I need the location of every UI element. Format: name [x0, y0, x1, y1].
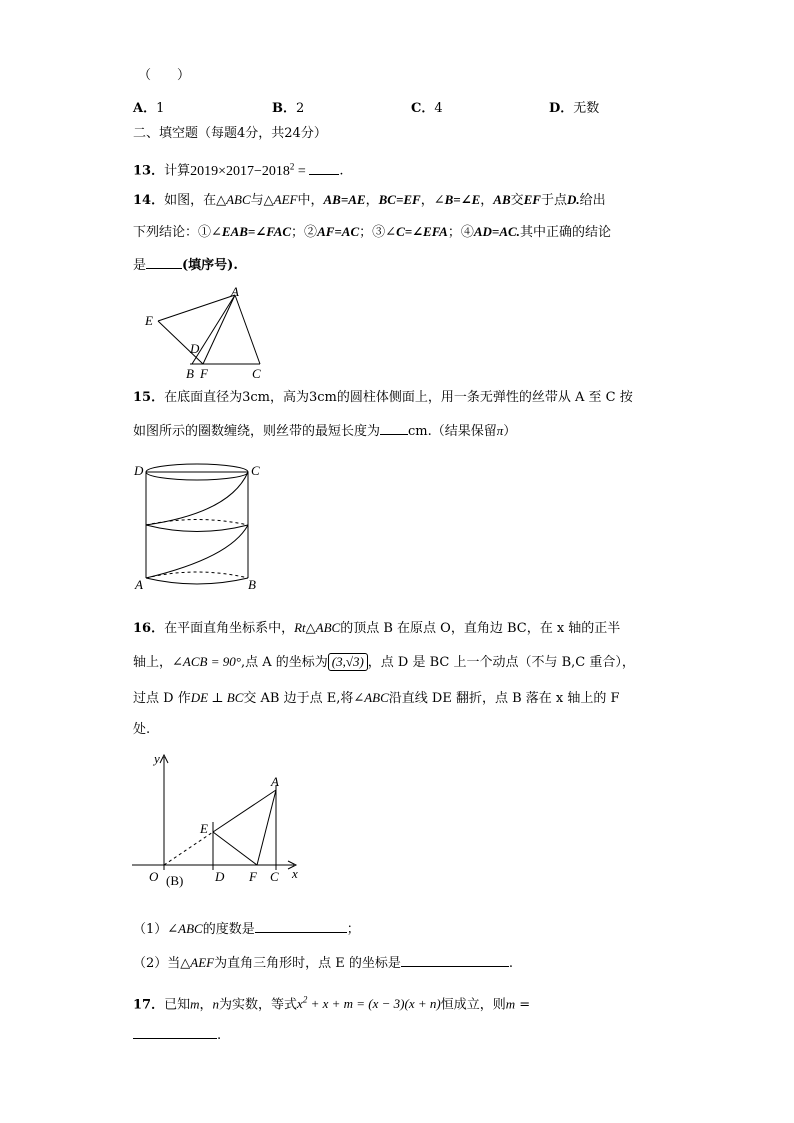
label-d: D: [190, 341, 200, 356]
label-c: C: [251, 463, 260, 478]
label-e: E: [200, 821, 208, 836]
section-2-title: 二、填空题（每题4分，共24分）: [133, 126, 327, 141]
label-c: C: [270, 869, 279, 884]
q16-line-2: 轴上，∠ACB = 90°,点 A 的坐标为 (3,√3) ，点 D 是 BC 上一个动点（不与 B,C 重合），: [133, 654, 635, 670]
bottom-front-arc: [146, 578, 248, 584]
q14-answer-blank[interactable]: [146, 254, 182, 269]
q16-number: 16．: [133, 621, 165, 636]
q14-line-2: 下列结论：①∠EAB=∠FAC；②AF=AC；③∠C=∠EFA；④AD=AC.其中正确的结论: [133, 224, 611, 240]
segment-ae: [158, 295, 235, 321]
paren-text: （ ）: [138, 68, 191, 83]
label-b-origin: (B): [166, 873, 184, 888]
q17-number: 17．: [133, 997, 165, 1013]
label-d: D: [134, 463, 144, 478]
q13-answer-blank[interactable]: [309, 160, 339, 175]
q16-line-3: 过点 D 作DE ⊥ BC交 AB 边于点 E,将∠ABC沿直线 DE 翻折，点 B 落在 x 轴上的 F: [133, 690, 620, 706]
segment-be-dashed: [164, 832, 213, 865]
ribbon-lower: [146, 525, 248, 578]
q15-line-1: 15．在底面直径为3cm，高为3cm的圆柱体侧面上，用一条无弹性的丝带从 A 至 C 按: [133, 390, 633, 405]
label-a: A: [231, 284, 239, 299]
q13-expression: $2019\times 2017-2018^2$ =: [190, 161, 310, 179]
label-b: B: [186, 366, 194, 381]
label-a: A: [135, 577, 143, 592]
q12-paren: [138, 66, 190, 86]
q13: 13．计算$2019\times 2017-2018^2$ = .: [133, 161, 344, 179]
q15-cylinder-figure: [130, 458, 270, 598]
q12-option-b: B．2: [272, 101, 305, 116]
label-x: x: [292, 866, 298, 881]
segment-af: [203, 295, 235, 364]
label-f: F: [200, 366, 208, 381]
q16-line-1: 16．在平面直角坐标系中，Rt△ABC的顶点 B 在原点 O，直角边 BC，在 x 轴的正半: [133, 620, 621, 636]
q14-number: 14．: [133, 193, 165, 208]
q16-coordinate-figure: [130, 745, 310, 895]
label-c: C: [252, 366, 261, 381]
q16-sub2-answer-blank[interactable]: [401, 952, 509, 967]
q17-answer-blank[interactable]: [133, 1024, 217, 1039]
label-a: A: [271, 774, 279, 789]
bottom-back-arc: [146, 572, 248, 578]
label-b: B: [248, 577, 256, 592]
label-y: y: [154, 751, 160, 766]
q16-sub-2: （2）当△AEF为直角三角形时，点 E 的坐标是 .: [133, 952, 513, 974]
q16-sub1-answer-blank[interactable]: [255, 918, 347, 933]
q13-number: 13．: [133, 163, 165, 179]
segment-ac: [235, 295, 260, 364]
q16-sub-1: （1）∠ABC的度数是 ；: [133, 918, 360, 940]
q15-number: 15．: [133, 390, 165, 405]
q16-line-4: 处.: [133, 722, 151, 737]
label-d: D: [215, 869, 225, 884]
q15-answer-blank[interactable]: [380, 420, 408, 435]
q14-triangle-figure: [140, 285, 280, 380]
q12-option-c: C．4: [411, 101, 443, 116]
label-o: O: [149, 869, 159, 884]
q12-option-d: D．无数: [549, 101, 600, 116]
coordinate-a: (3,√3): [328, 653, 368, 671]
q15-line-2: 如图所示的圈数缠绕，则丝带的最短长度为 cm.（结果保留π）: [133, 420, 516, 442]
q12-option-a: A．1: [133, 101, 165, 116]
q14-line-3: 是 (填序号).: [133, 254, 238, 276]
q17-line-1: 17．已知m，n为实数，等式$x^2 + x + m = (x - 3)(x + n)$恒成立，则m =: [133, 995, 531, 1013]
q17-equation: $x^2 + x + m = (x - 3)(x + n)$: [297, 995, 441, 1012]
label-f: F: [249, 869, 257, 884]
q17-line-2: .: [133, 1024, 221, 1046]
q14-line-1: 14．如图，在△ABC与△AEF中，AB=AE，BC=EF，∠B=∠E，AB交EF于点D.给出: [133, 192, 606, 208]
ribbon-middle-front: [146, 525, 248, 532]
label-e: E: [145, 313, 153, 328]
segment-ef: [213, 832, 257, 865]
